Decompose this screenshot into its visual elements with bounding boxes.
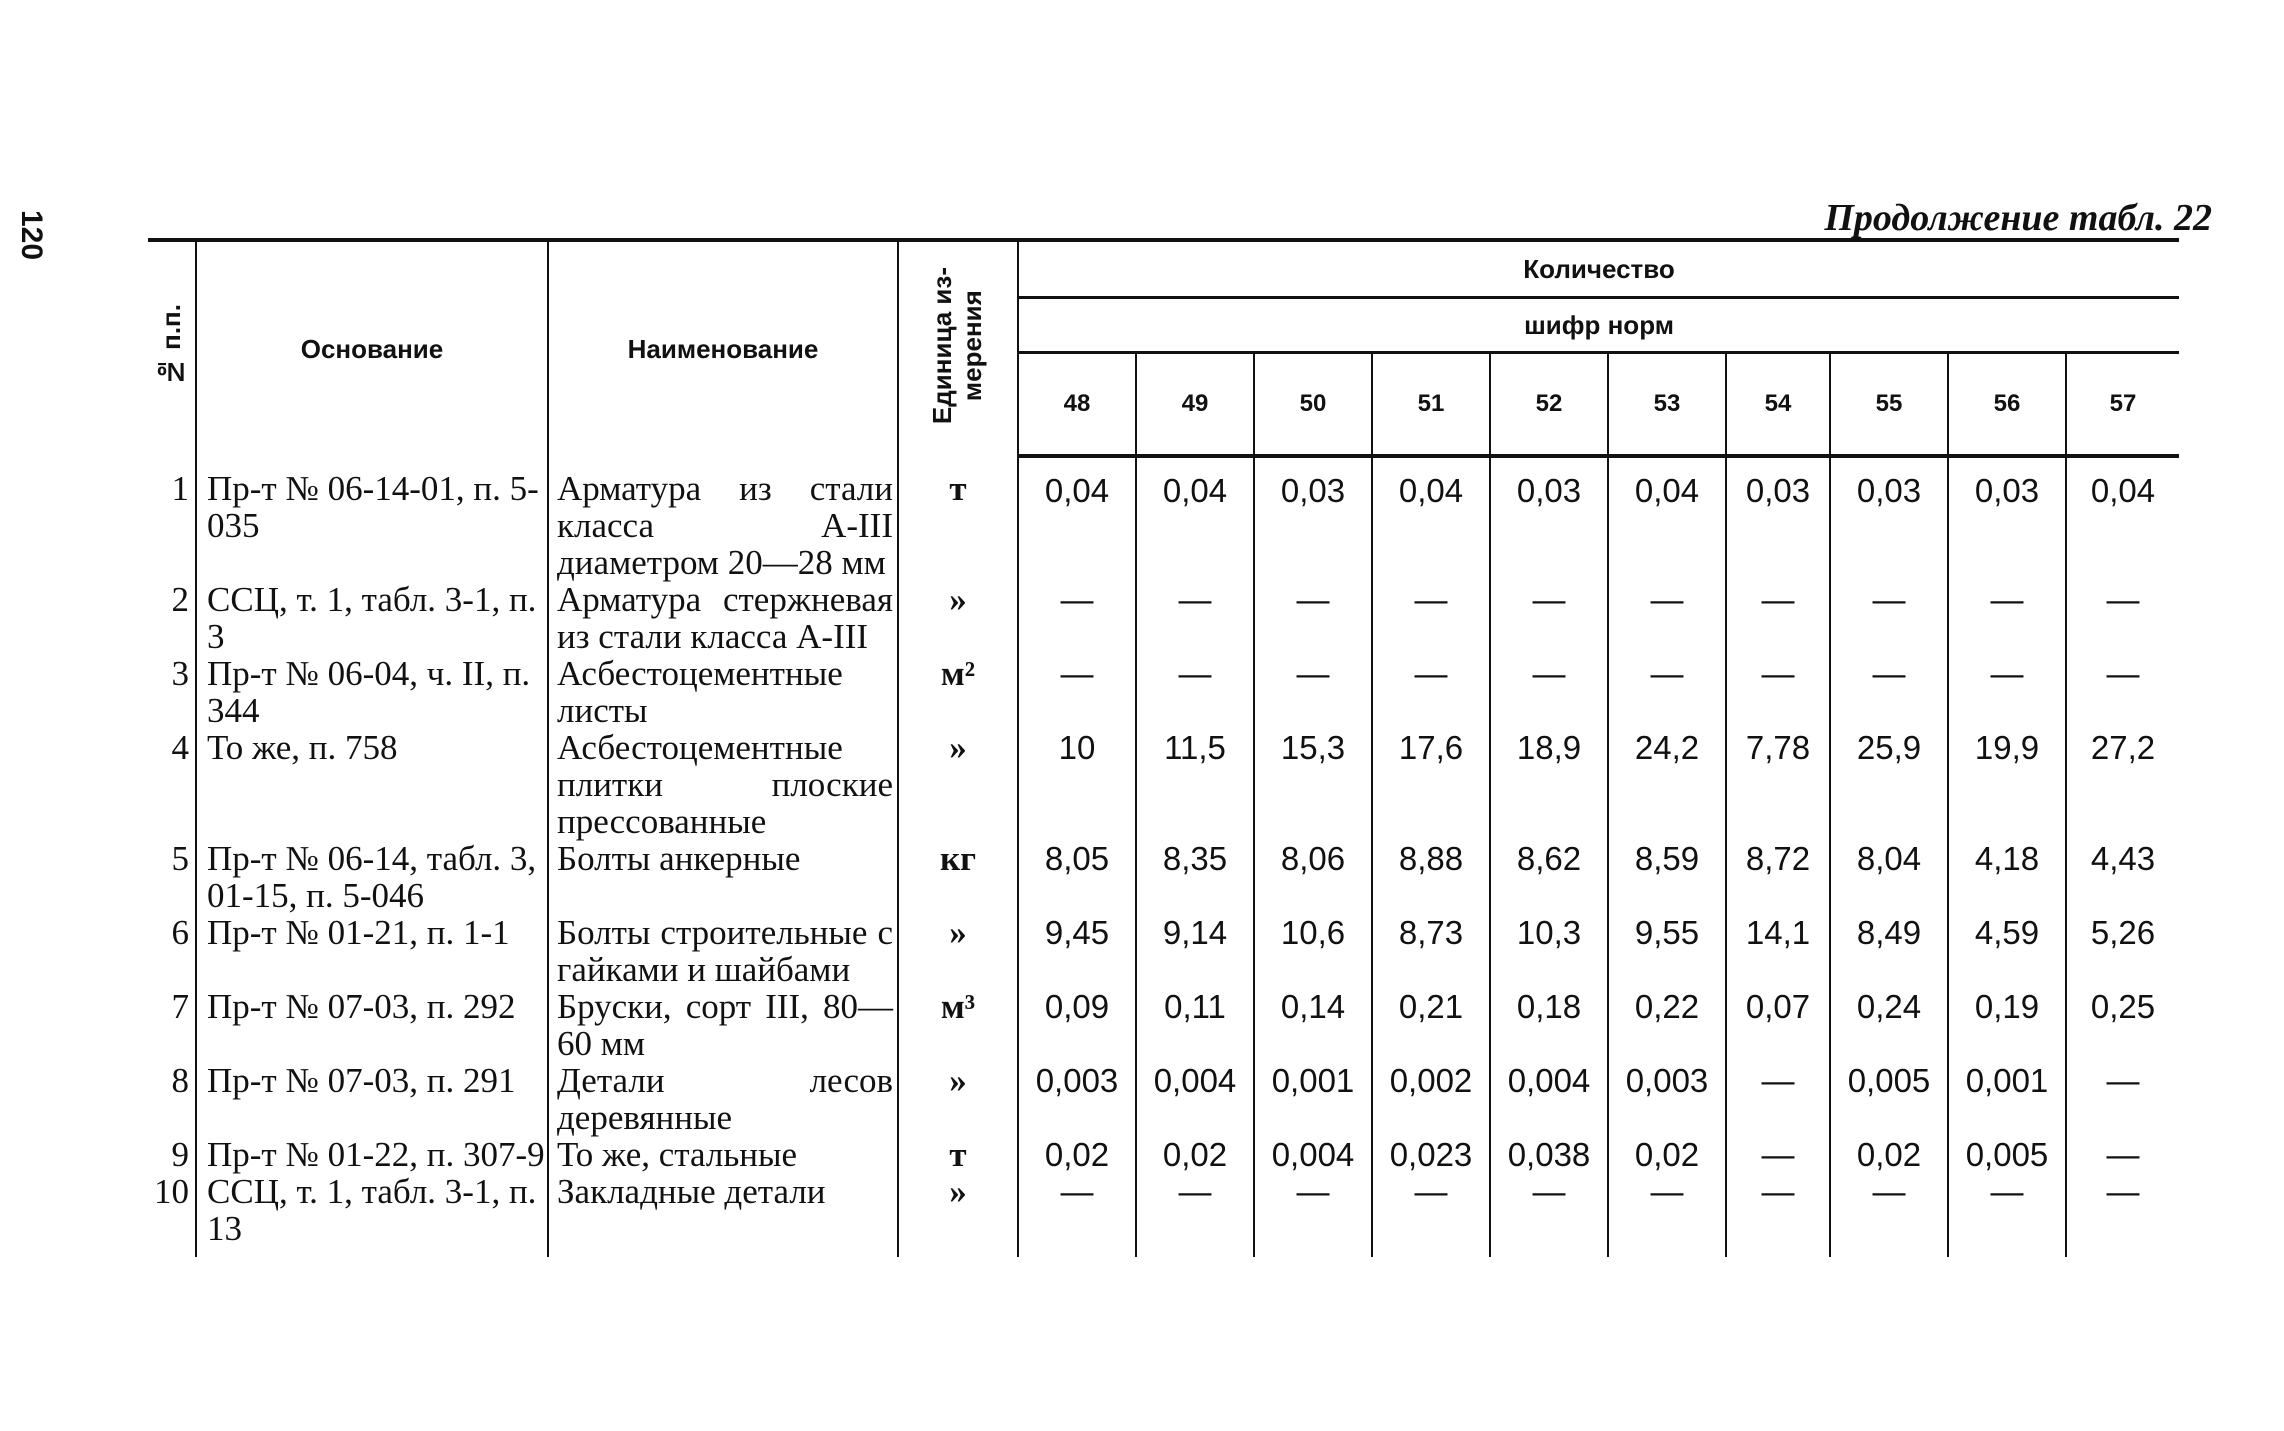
row-value: — xyxy=(1726,1136,1830,1173)
norm-code: 53 xyxy=(1608,353,1726,457)
norm-code: 52 xyxy=(1490,353,1608,457)
row-value: — xyxy=(1018,581,1136,655)
row-number: 4 xyxy=(171,728,189,767)
row-basis: ССЦ, т. 1, табл. 3-1, п. 3 xyxy=(196,581,548,655)
table-row xyxy=(148,988,2179,1062)
row-value: 0,21 xyxy=(1372,988,1490,1062)
row-value: — xyxy=(1948,1173,2066,1257)
row-value: 0,023 xyxy=(1372,1136,1490,1173)
row-value: 0,004 xyxy=(1490,1062,1608,1136)
row-value: 24,2 xyxy=(1608,729,1726,840)
row-value: 5,26 xyxy=(2066,914,2179,988)
table-row xyxy=(148,1136,2179,1173)
row-name: Детали лесов деревянные xyxy=(548,1062,898,1136)
norm-code: 51 xyxy=(1372,353,1490,457)
row-value: 0,038 xyxy=(1490,1136,1608,1173)
row-unit: » xyxy=(898,914,1018,988)
norm-code: 50 xyxy=(1254,353,1372,457)
row-value: — xyxy=(1490,655,1608,729)
row-basis: Пр-т № 06-14, табл. 3, 01-15, п. 5-046 xyxy=(196,840,548,914)
row-value: 7,78 xyxy=(1726,729,1830,840)
row-value: — xyxy=(1726,1173,1830,1257)
row-value: — xyxy=(1608,581,1726,655)
row-value: 0,03 xyxy=(1254,456,1372,581)
row-value: 0,02 xyxy=(1608,1136,1726,1173)
row-value: — xyxy=(2066,581,2179,655)
row-value: 10,3 xyxy=(1490,914,1608,988)
row-value: 8,05 xyxy=(1018,840,1136,914)
norm-code: 57 xyxy=(2066,353,2179,457)
row-value: 17,6 xyxy=(1372,729,1490,840)
row-number: 2 xyxy=(171,580,189,619)
row-number: 10 xyxy=(154,1172,189,1211)
row-value: 0,18 xyxy=(1490,988,1608,1062)
row-number: 9 xyxy=(171,1135,189,1174)
header-name: Наименование xyxy=(548,240,898,456)
row-value: 9,14 xyxy=(1136,914,1254,988)
row-value: 18,9 xyxy=(1490,729,1608,840)
row-value: 8,49 xyxy=(1830,914,1948,988)
row-value: — xyxy=(1254,655,1372,729)
row-basis: Пр-т № 06-14-01, п. 5-035 xyxy=(196,456,548,581)
row-name: То же, стальные xyxy=(548,1136,898,1173)
row-value: 9,45 xyxy=(1018,914,1136,988)
row-unit: м² xyxy=(898,655,1018,729)
header-unit: Единица из- мерения xyxy=(898,240,1018,456)
table-row xyxy=(148,655,2179,729)
row-name: Арматура стержневая из стали класса А-III xyxy=(548,581,898,655)
row-value: 19,9 xyxy=(1948,729,2066,840)
row-value: — xyxy=(1018,1173,1136,1257)
row-value: 0,001 xyxy=(1948,1062,2066,1136)
row-value: 0,24 xyxy=(1830,988,1948,1062)
row-basis: Пр-т № 01-21, п. 1-1 xyxy=(196,914,548,988)
row-value: 0,02 xyxy=(1018,1136,1136,1173)
row-value: 8,73 xyxy=(1372,914,1490,988)
row-basis: ССЦ, т. 1, табл. 3-1, п. 13 xyxy=(196,1173,548,1257)
row-value: 0,07 xyxy=(1726,988,1830,1062)
table-body xyxy=(148,456,2179,1257)
row-number: 8 xyxy=(171,1061,189,1100)
row-value: 0,04 xyxy=(1372,456,1490,581)
row-value: 0,001 xyxy=(1254,1062,1372,1136)
row-value: — xyxy=(1372,655,1490,729)
row-value: 4,43 xyxy=(2066,840,2179,914)
table-row xyxy=(148,456,2179,581)
row-value: — xyxy=(1830,581,1948,655)
row-value: 0,003 xyxy=(1018,1062,1136,1136)
row-value: 0,11 xyxy=(1136,988,1254,1062)
row-value: — xyxy=(1830,655,1948,729)
header-norm-code: шифр норм xyxy=(1018,298,2179,353)
row-number: 3 xyxy=(171,654,189,693)
row-value: 8,88 xyxy=(1372,840,1490,914)
row-value: 0,02 xyxy=(1830,1136,1948,1173)
norm-code: 54 xyxy=(1726,353,1830,457)
row-value: 0,005 xyxy=(1830,1062,1948,1136)
row-value: 8,62 xyxy=(1490,840,1608,914)
row-unit: кг xyxy=(898,840,1018,914)
row-value: 0,14 xyxy=(1254,988,1372,1062)
row-value: — xyxy=(1136,581,1254,655)
row-value: 0,03 xyxy=(1830,456,1948,581)
row-value: 0,04 xyxy=(1136,456,1254,581)
row-value: 0,02 xyxy=(1136,1136,1254,1173)
row-name: Болты анкерные xyxy=(548,840,898,914)
row-name: Асбестоцементные листы xyxy=(548,655,898,729)
row-value: 10,6 xyxy=(1254,914,1372,988)
table-row xyxy=(148,840,2179,914)
row-value: 11,5 xyxy=(1136,729,1254,840)
table-row xyxy=(148,914,2179,988)
table-continuation-title: Продолжение табл. 22 xyxy=(1824,197,2212,239)
row-value: — xyxy=(1136,1173,1254,1257)
row-value: — xyxy=(2066,655,2179,729)
norm-code: 55 xyxy=(1830,353,1948,457)
row-value: 0,03 xyxy=(1948,456,2066,581)
row-value: — xyxy=(2066,1173,2179,1257)
row-value: 25,9 xyxy=(1830,729,1948,840)
norm-code: 49 xyxy=(1136,353,1254,457)
row-value: 0,005 xyxy=(1948,1136,2066,1173)
table-row xyxy=(148,1173,2179,1257)
row-value: 8,35 xyxy=(1136,840,1254,914)
row-value: 8,04 xyxy=(1830,840,1948,914)
row-name: Закладные детали xyxy=(548,1173,898,1257)
row-unit: т xyxy=(898,456,1018,581)
row-value: 8,59 xyxy=(1608,840,1726,914)
row-value: — xyxy=(1018,655,1136,729)
row-value: — xyxy=(1608,655,1726,729)
row-unit: т xyxy=(898,1136,1018,1173)
row-value: — xyxy=(1254,1173,1372,1257)
header-quantity: Количество xyxy=(1018,240,2179,298)
row-value: 0,04 xyxy=(2066,456,2179,581)
header-num: № п.п. xyxy=(148,240,196,456)
row-unit: » xyxy=(898,729,1018,840)
row-value: 9,55 xyxy=(1608,914,1726,988)
row-value: 8,72 xyxy=(1726,840,1830,914)
table-row xyxy=(148,1062,2179,1136)
row-unit: » xyxy=(898,581,1018,655)
norms-table xyxy=(148,238,2179,1257)
row-value: 4,59 xyxy=(1948,914,2066,988)
row-value: — xyxy=(1490,1173,1608,1257)
row-value: 0,003 xyxy=(1608,1062,1726,1136)
header-basis: Основание xyxy=(196,240,548,456)
row-name: Асбестоцементные плитки плоские прессованные xyxy=(548,729,898,840)
row-value: — xyxy=(1726,655,1830,729)
row-value: 0,03 xyxy=(1726,456,1830,581)
row-value: 0,22 xyxy=(1608,988,1726,1062)
row-basis: Пр-т № 01-22, п. 307-9 xyxy=(196,1136,548,1173)
row-number: 6 xyxy=(171,913,189,952)
row-value: 15,3 xyxy=(1254,729,1372,840)
row-value: — xyxy=(1372,1173,1490,1257)
row-value: — xyxy=(2066,1062,2179,1136)
row-name: Болты строительные с гайками и шайбами xyxy=(548,914,898,988)
row-value: — xyxy=(2066,1136,2179,1173)
row-value: — xyxy=(1726,581,1830,655)
page-number: 120 xyxy=(15,210,48,261)
row-value: — xyxy=(1608,1173,1726,1257)
row-number: 5 xyxy=(171,839,189,878)
row-value: 0,09 xyxy=(1018,988,1136,1062)
row-basis: Пр-т № 07-03, п. 291 xyxy=(196,1062,548,1136)
row-value: 27,2 xyxy=(2066,729,2179,840)
row-name: Бруски, сорт III, 80—60 мм xyxy=(548,988,898,1062)
row-basis: Пр-т № 07-03, п. 292 xyxy=(196,988,548,1062)
row-value: 0,004 xyxy=(1254,1136,1372,1173)
row-value: 0,03 xyxy=(1490,456,1608,581)
header-row xyxy=(148,240,2179,298)
norm-code: 56 xyxy=(1948,353,2066,457)
row-value: — xyxy=(1726,1062,1830,1136)
row-name: Арматура из стали класса А-III диаметром 20—28 мм xyxy=(548,456,898,581)
row-value: 0,25 xyxy=(2066,988,2179,1062)
row-value: 0,004 xyxy=(1136,1062,1254,1136)
table-row xyxy=(148,729,2179,840)
row-value: — xyxy=(1948,581,2066,655)
row-unit: » xyxy=(898,1173,1018,1257)
row-value: — xyxy=(1136,655,1254,729)
row-value: 0,19 xyxy=(1948,988,2066,1062)
row-value: — xyxy=(1830,1173,1948,1257)
row-value: 0,04 xyxy=(1018,456,1136,581)
table-row xyxy=(148,581,2179,655)
row-value: 4,18 xyxy=(1948,840,2066,914)
row-value: 8,06 xyxy=(1254,840,1372,914)
row-number: 1 xyxy=(171,469,189,508)
row-basis: Пр-т № 06-04, ч. II, п. 344 xyxy=(196,655,548,729)
row-value: 10 xyxy=(1018,729,1136,840)
norm-code: 48 xyxy=(1018,353,1136,457)
row-value: 14,1 xyxy=(1726,914,1830,988)
row-value: — xyxy=(1490,581,1608,655)
row-value: 0,04 xyxy=(1608,456,1726,581)
row-value: — xyxy=(1254,581,1372,655)
row-number: 7 xyxy=(171,987,189,1026)
row-value: — xyxy=(1948,655,2066,729)
row-value: — xyxy=(1372,581,1490,655)
row-basis: То же, п. 758 xyxy=(196,729,548,840)
row-unit: м³ xyxy=(898,988,1018,1062)
row-unit: » xyxy=(898,1062,1018,1136)
row-value: 0,002 xyxy=(1372,1062,1490,1136)
